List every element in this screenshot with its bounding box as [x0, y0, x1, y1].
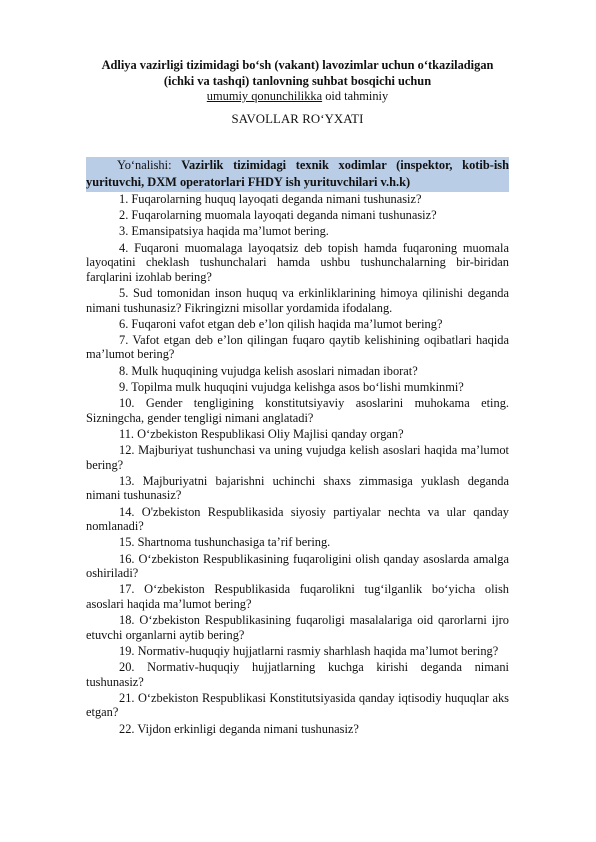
document-page — [86, 58, 509, 738]
question-item: 4. Fuqaroni muomalaga layoqatsiz deb topish hamda fuqaroning muomala layoqatini cheklash tushunchalari hamda ushbu tushunchalarning bir-biridan farqlarini izohlab bering? — [86, 240, 509, 284]
question-item: 8. Mulk huquqining vujudga kelish asoslari nimadan iborat? — [119, 363, 418, 378]
questions-list — [86, 192, 509, 736]
question-item: 7. Vafot etgan deb e’lon qilingan fuqaro qaytib kelishining oqibatlari haqida ma’lumot bering? — [86, 332, 509, 362]
title-line-1: Adliya vazirligi tizimidagi bo‘sh (vakant) lavozimlar uchun o‘tkaziladigan — [101, 58, 494, 72]
title-underlined-part: umumiy qonunchilikka — [206, 89, 323, 104]
direction-value: Vazirlik tizimidagi texnik xodimlar (inspektor, kotib-ish yurituvchi, DXM operatorlari FHDY ish yurituvchilari v.h.k) — [86, 157, 510, 190]
question-item: 20. Normativ-huquqiy hujjatlarning kuchga kirishi deganda nimani tushunasiz? — [86, 660, 509, 689]
question-item: 2. Fuqarolarning muomala layoqati deganda nimani tushunasiz? — [119, 208, 437, 223]
question-item: 6. Fuqaroni vafot etgan deb e’lon qilish haqida ma’lumot bering? — [119, 316, 443, 331]
question-item: 5. Sud tomonidan inson huquq va erkinliklarining himoya qilinishi deganda nimani tushunasiz? Fikringizni misollar yordamida ifodalang. — [86, 285, 509, 315]
title-line-2: (ichki va tashqi) tanlovning suhbat bosqichi uchun — [163, 73, 432, 88]
question-item: 14. O'zbekiston Respublikasida siyosiy partiyalar nechta va ular qanday nomlanadi? — [86, 504, 509, 534]
question-item: 17. O‘zbekiston Respublikasida fuqarolikni tug‘ilganlik bo‘yicha olish asoslari haqida ma’lumot bering? — [86, 582, 509, 611]
question-item: 22. Vijdon erkinligi deganda nimani tushunasiz? — [119, 721, 359, 736]
question-item: 11. O‘zbekiston Respublikasi Oliy Majlisi qanday organ? — [119, 426, 404, 441]
question-item: 1. Fuqarolarning huquq layoqati deganda nimani tushunasiz? — [119, 191, 422, 206]
question-item: 10. Gender tengligining konstitutsiyaviy asoslarini muhokama eting. Sizningcha, gender tengligi nimani anglatadi? — [86, 396, 509, 425]
section-heading: SAVOLLAR RO‘YXATI — [231, 111, 364, 126]
question-item: 18. O‘zbekiston Respublikasining fuqaroligi masalalariga oid qarorlarni ijro etuvchi organlarni aytib bering? — [86, 613, 509, 642]
direction-highlight — [86, 157, 509, 192]
question-item: 13. Majburiyatni bajarishni uchinchi shaxs zimmasiga yuklash deganda nimani tushunasiz? — [86, 473, 509, 503]
question-item: 19. Normativ-huquqiy hujjatlarni rasmiy sharhlash haqida ma’lumot bering? — [119, 643, 499, 658]
direction-label: Yo‘nalishi: — [117, 157, 182, 172]
document-title — [86, 58, 509, 89]
question-item: 15. Shartnoma tushunchasiga ta’rif bering. — [119, 535, 331, 550]
question-item: 9. Topilma mulk huquqini vujudga kelishga asos bo‘lishi mumkinmi? — [119, 379, 464, 394]
title-line-3 — [86, 89, 509, 105]
question-item: 3. Emansipatsiya haqida ma’lumot bering. — [119, 224, 329, 239]
question-item: 12. Majburiyat tushunchasi va uning vujudga kelish asoslari haqida ma’lumot bering? — [86, 443, 509, 472]
title-line-3-rest: oid tahminiy — [322, 89, 389, 104]
question-item: 16. O‘zbekiston Respublikasining fuqaroligini olish qanday asoslarda amalga oshiriladi? — [86, 551, 509, 581]
question-item: 21. O‘zbekiston Respublikasi Konstitutsiyasida qanday iqtisodiy huquqlar aks etgan? — [86, 690, 509, 720]
